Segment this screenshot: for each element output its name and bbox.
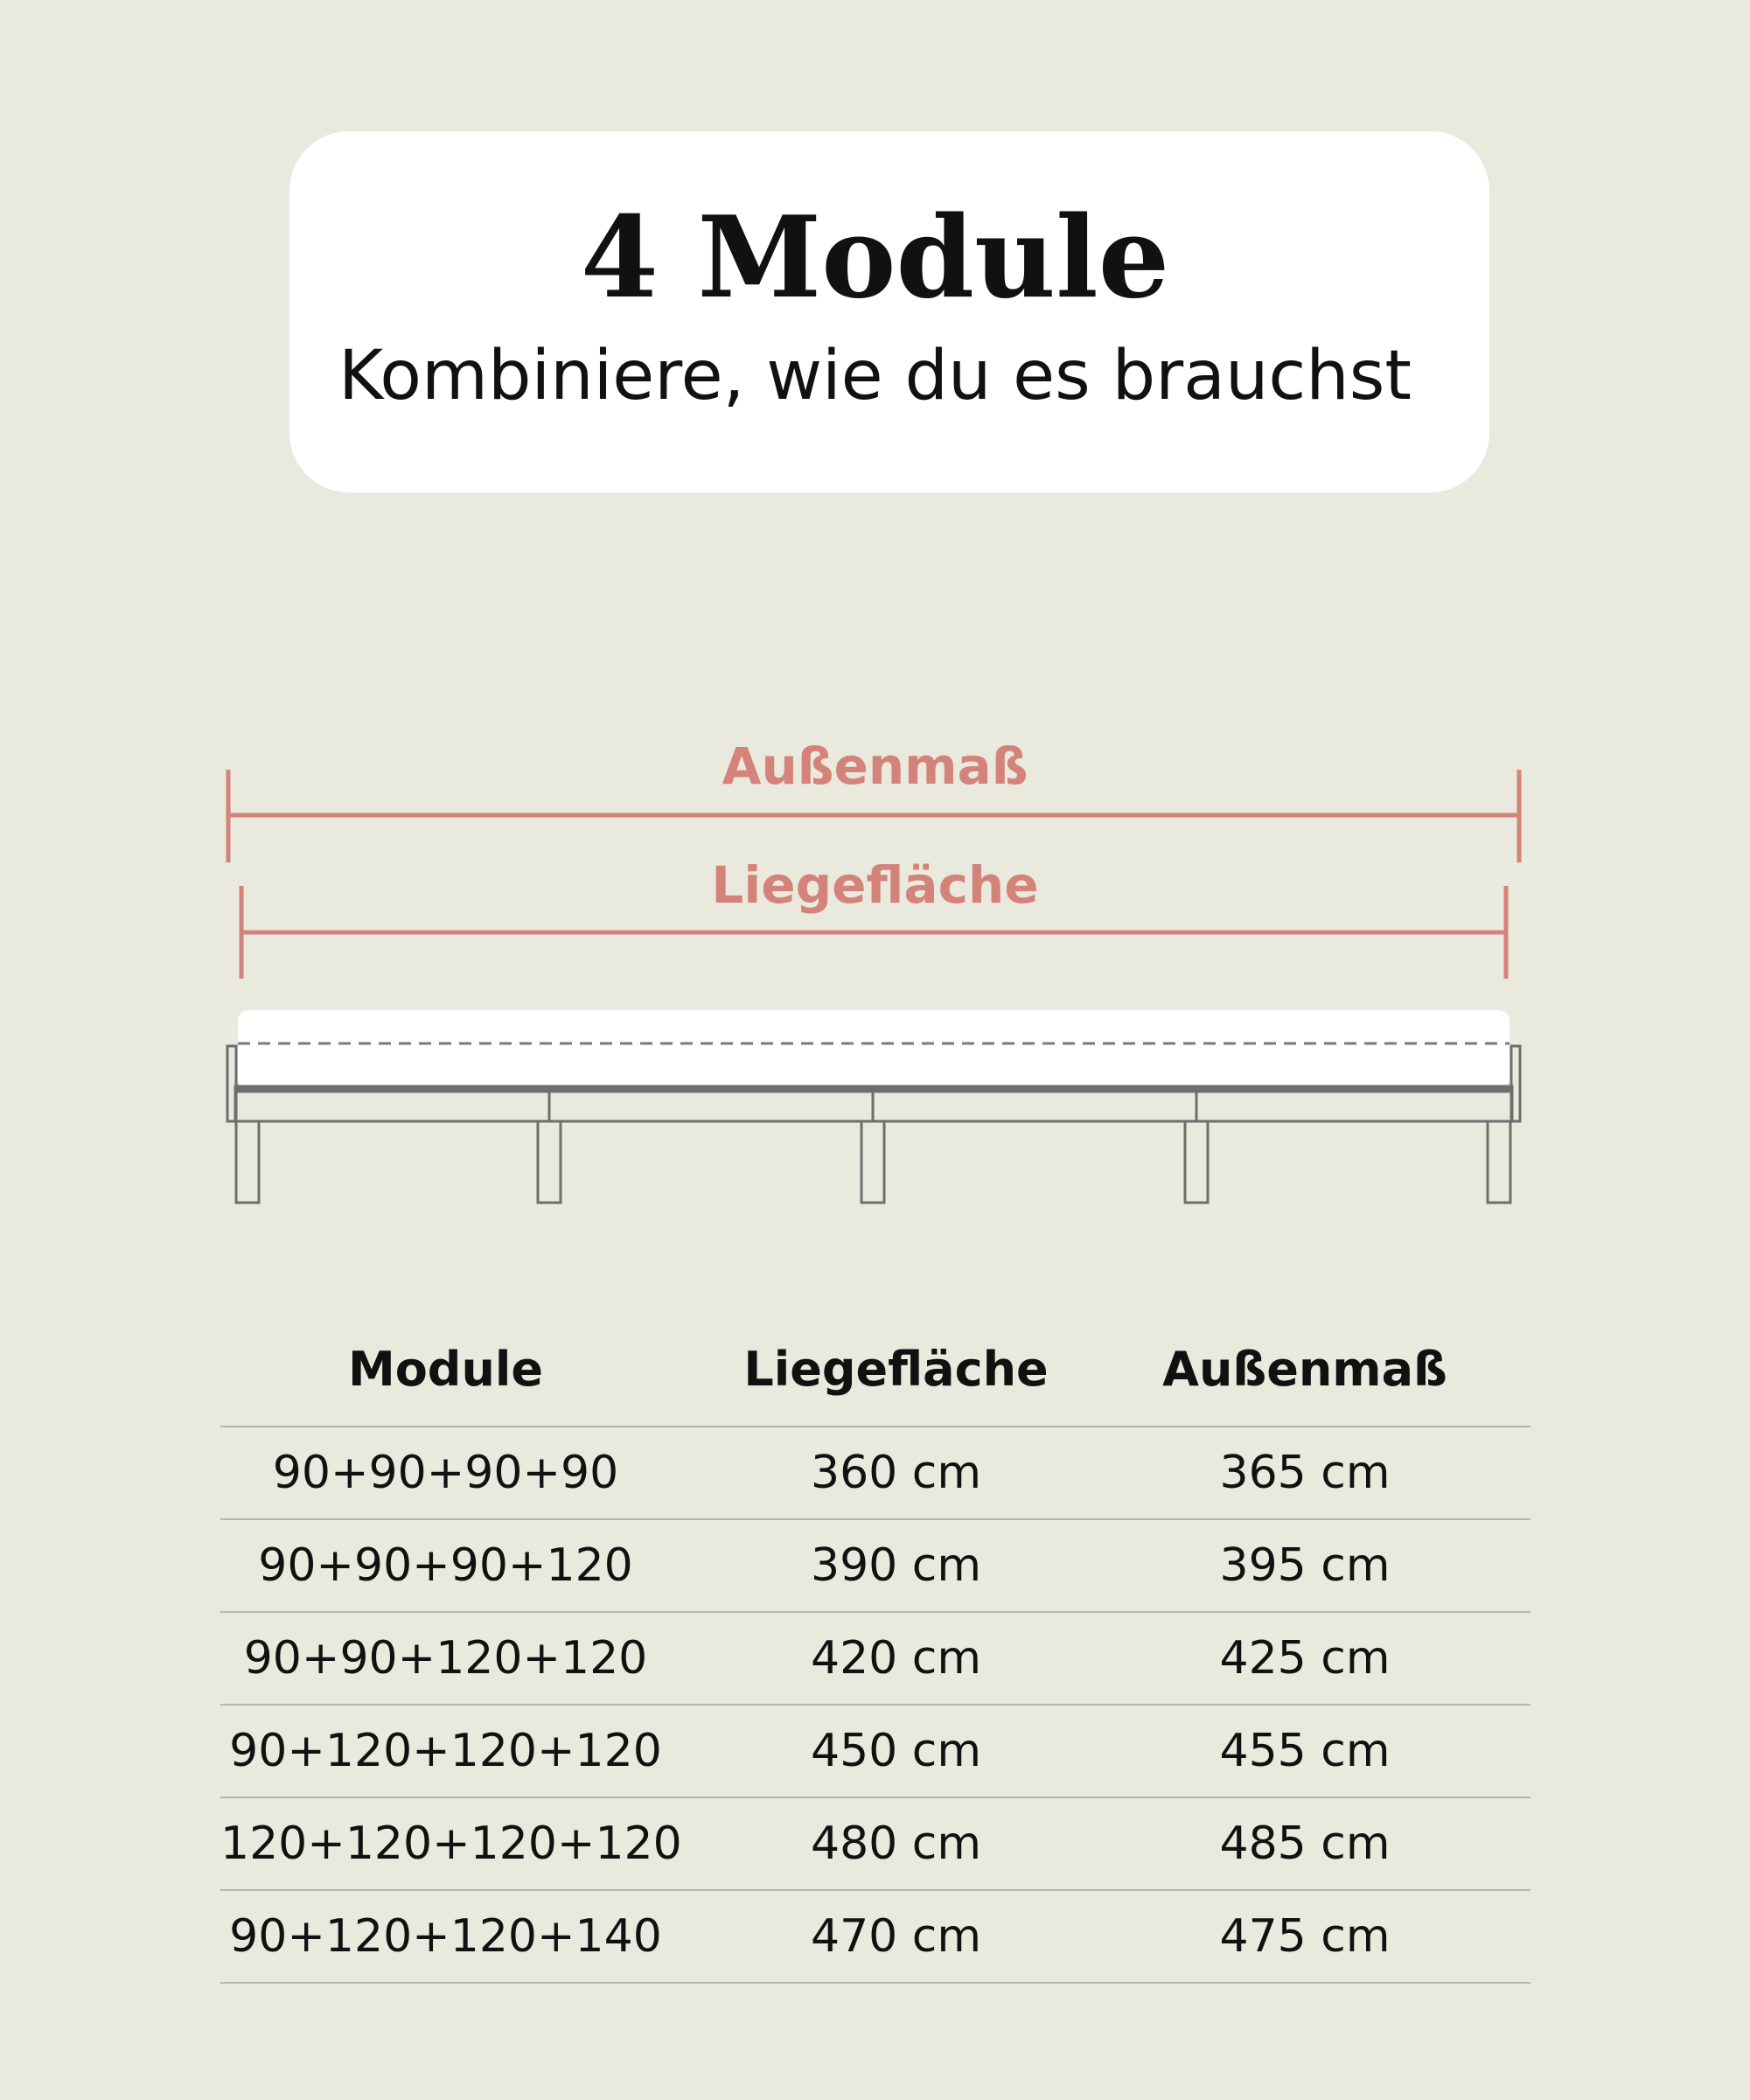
page-title: 4 Module	[580, 192, 1170, 324]
cell-modules: 90+90+90+90	[272, 1447, 619, 1499]
table-row	[220, 1520, 1530, 1613]
table-row	[220, 1798, 1530, 1891]
table-row	[220, 1613, 1530, 1706]
cell-liegeflaeche: 390 cm	[810, 1539, 982, 1592]
cell-liegeflaeche: 470 cm	[810, 1910, 982, 1963]
bed-legs	[236, 1121, 1510, 1203]
bed-leg	[236, 1121, 259, 1203]
bed-leg	[1488, 1121, 1510, 1203]
inner-dimension-label: Liegefläche	[711, 855, 1039, 915]
size-table	[220, 1312, 1530, 1984]
cell-modules: 90+120+120+140	[229, 1910, 662, 1963]
cell-liegeflaeche: 480 cm	[810, 1817, 982, 1870]
bed-leg	[1185, 1121, 1208, 1203]
cell-aussenmass: 475 cm	[1219, 1910, 1391, 1963]
cell-liegeflaeche: 450 cm	[810, 1725, 982, 1777]
cell-aussenmass: 365 cm	[1219, 1447, 1391, 1499]
outer-dimension-label: Außenmaß	[722, 736, 1028, 796]
column-header-aussenmass: Außenmaß	[1162, 1341, 1447, 1397]
table-row	[220, 1891, 1530, 1984]
cell-modules: 90+90+120+120	[243, 1632, 648, 1685]
cell-liegeflaeche: 420 cm	[810, 1632, 982, 1685]
cell-modules: 90+120+120+120	[229, 1725, 662, 1777]
table-header	[220, 1312, 1530, 1427]
table-row	[220, 1706, 1530, 1798]
bed-leg	[861, 1121, 884, 1203]
cell-liegeflaeche: 360 cm	[810, 1447, 982, 1499]
cell-aussenmass: 485 cm	[1219, 1817, 1391, 1870]
cell-modules: 90+90+90+120	[258, 1539, 633, 1592]
bed-leg	[538, 1121, 561, 1203]
cell-aussenmass: 395 cm	[1219, 1539, 1391, 1592]
cell-aussenmass: 425 cm	[1219, 1632, 1391, 1685]
page-subtitle: Kombiniere, wie du es brauchst	[338, 337, 1412, 415]
column-header-liegeflaeche: Liegefläche	[743, 1341, 1049, 1397]
cell-aussenmass: 455 cm	[1219, 1725, 1391, 1777]
column-header-module: Module	[347, 1341, 544, 1397]
table-row	[220, 1427, 1530, 1520]
cell-modules: 120+120+120+120	[220, 1817, 682, 1870]
mattress	[238, 1010, 1509, 1089]
